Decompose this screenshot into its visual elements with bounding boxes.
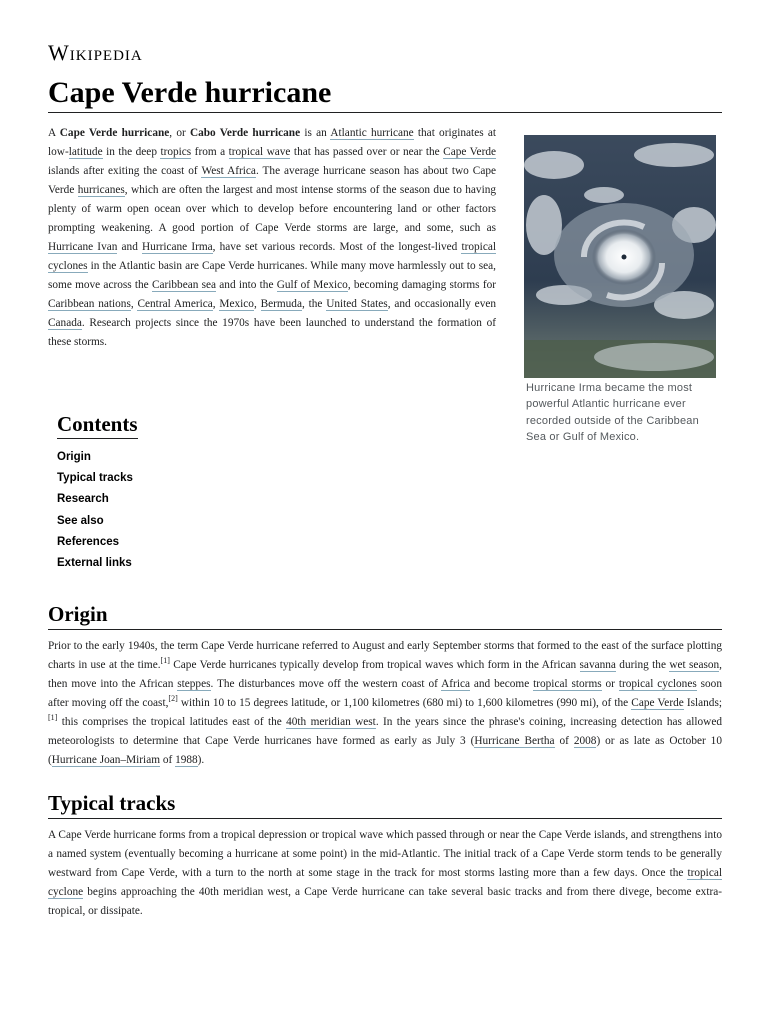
wiki-link[interactable]: 40th meridian west [286, 716, 376, 728]
text-run: and into the [216, 279, 277, 291]
text-run: , the [301, 298, 327, 310]
wiki-link[interactable]: tropical storms [533, 678, 602, 690]
toc-item-external-links[interactable]: External links [57, 557, 132, 570]
citation-ref[interactable]: [1] [48, 713, 58, 723]
text-run: begins approaching the 40th meridian west, a Cape Verde hurricane can take several basic tracks and from there divege, become extra-tropical, or dissipate. [48, 886, 722, 917]
typical-tracks-paragraph [48, 826, 722, 921]
wiki-link[interactable]: Hurricane Bertha [474, 735, 555, 747]
bold-term: Cabo Verde hurricane [189, 127, 301, 139]
wiki-link[interactable]: Hurricane Joan–Miriam [51, 754, 160, 766]
text-run: in the deep [102, 146, 161, 158]
wikipedia-logo[interactable]: Wikipedia [48, 40, 143, 65]
text-run: . The disturbances move off the western coast of [210, 678, 442, 690]
wiki-link[interactable]: 1988 [175, 754, 198, 766]
text-run: ). [197, 754, 205, 766]
text-run: Cape Verde hurricanes typically develop from tropical waves which form in the African [169, 659, 580, 671]
text-run: from a [191, 146, 229, 158]
wiki-link[interactable]: tropics [160, 146, 192, 158]
text-run: or [601, 678, 619, 690]
text-run: , [212, 298, 220, 310]
text-run: , have set various records. Most of the longest-lived [212, 241, 462, 253]
wiki-link[interactable]: tropical cyclones [48, 241, 496, 272]
text-run: ) or as late as October 10 ( [48, 735, 722, 766]
text-run: , or [169, 127, 190, 139]
wiki-link[interactable]: wet season [669, 659, 720, 671]
section-heading-typical-tracks: Typical tracks [48, 791, 722, 819]
text-run: . Research projects since the 1970s have been launched to understand the formation of these storms. [48, 317, 496, 348]
text-run: of [554, 735, 574, 747]
text-run: , becoming damaging storms for [347, 279, 496, 291]
toc-item-origin[interactable]: Origin [57, 451, 91, 463]
text-run: islands after exiting the coast of [48, 165, 202, 177]
text-run: during the [615, 659, 670, 671]
page-title: Cape Verde hurricane [48, 76, 722, 113]
wiki-link[interactable]: tropical cyclone [48, 867, 722, 898]
text-run: . In the years since the phrase's coining, increasing detection has allowed meteorologists to determine that Cape Verde hurricanes have formed as early as July 3 ( [48, 716, 723, 747]
text-run: that has passed over or near the [290, 146, 444, 158]
wiki-link[interactable]: Cape Verde [631, 697, 684, 709]
hurricane-irma-image[interactable] [524, 135, 716, 378]
wiki-link[interactable]: savanna [579, 659, 616, 671]
text-run: , which are often the largest and most intense storms of the season due to having plenty of warm open ocean over which to develop before encountering land or other factors prompting weakening. A good portion of Cape Verde storms are large, and some, such as [48, 184, 496, 234]
wiki-link[interactable]: tropical wave [228, 146, 291, 158]
wiki-link[interactable]: Caribbean sea [151, 279, 217, 291]
wiki-link[interactable]: hurricanes [77, 184, 125, 196]
wiki-link[interactable]: Gulf of Mexico [276, 279, 348, 291]
infobox-figure [524, 135, 716, 445]
text-run: in the Atlantic basin are Cape Verde hurricanes. While many move harmlessly out to sea, some move across the [48, 260, 496, 291]
text-run: and become [470, 678, 534, 690]
text-run: A [48, 127, 60, 139]
text-run: is an [300, 127, 331, 139]
text-run: Islands; [683, 697, 722, 709]
intro-paragraph [48, 124, 496, 352]
text-run: this comprises the tropical latitudes east of the [57, 716, 287, 728]
section-heading-origin: Origin [48, 602, 722, 630]
wiki-link[interactable]: latitude [68, 146, 103, 158]
toc-title: Contents [57, 412, 138, 439]
text-run: , then move into the African [48, 659, 722, 690]
text-run: that originates at low- [48, 127, 496, 158]
wiki-link[interactable]: tropical cyclones [618, 678, 697, 690]
wiki-link[interactable]: Central America [137, 298, 213, 310]
wiki-link[interactable]: Africa [441, 678, 470, 690]
citation-ref[interactable]: [1] [160, 656, 170, 666]
wiki-link[interactable]: Canada [48, 317, 82, 329]
text-run: . The average hurricane season has about two Cape Verde [48, 165, 496, 196]
toc-list [57, 447, 138, 574]
bold-term: Cape Verde hurricane [59, 127, 170, 139]
text-run: , [253, 298, 261, 310]
wiki-link[interactable]: 2008 [573, 735, 597, 747]
text-run: Prior to the early 1940s, the term Cape Verde hurricane referred to August and early September storms that formed to the east of the surface plotting charts in use at the time. [48, 640, 722, 671]
wiki-link[interactable]: Cape Verde [443, 146, 496, 158]
text-run: and [117, 241, 143, 253]
wiki-link[interactable]: Hurricane Irma [142, 241, 213, 253]
wiki-link[interactable]: Bermuda [260, 298, 302, 310]
toc-item-references[interactable]: References [57, 535, 120, 548]
wiki-link[interactable]: Mexico [219, 298, 254, 310]
text-run: of [160, 754, 176, 766]
wiki-link[interactable]: steppes [177, 678, 211, 690]
toc-item-typical-tracks[interactable]: Typical tracks [57, 472, 133, 485]
citation-ref[interactable]: [2] [168, 694, 178, 704]
wiki-link[interactable]: Caribbean nations [48, 298, 131, 310]
toc-item-research[interactable]: Research [57, 493, 109, 506]
wiki-link[interactable]: United States [326, 298, 388, 310]
table-of-contents [57, 412, 138, 574]
wiki-link[interactable]: Hurricane Ivan [48, 241, 118, 253]
text-run: soon after moving off the coast, [48, 678, 722, 709]
text-run: within 10 to 15 degrees latitude, or 1,100 kilometres (680 mi) to 1,600 kilometres (990 mi), of the [177, 697, 632, 709]
wiki-link[interactable]: West Africa [201, 165, 256, 177]
text-run: , [130, 298, 138, 310]
figure-caption: Hurricane Irma became the most powerful Atlantic hurricane ever recorded outside of the Caribbean Sea or Gulf of Mexico. [526, 382, 699, 443]
toc-item-see-also[interactable]: See also [57, 514, 104, 527]
text-run: , and occasionally even [387, 298, 497, 310]
origin-paragraph [48, 637, 722, 770]
wiki-link[interactable]: Atlantic hurricane [330, 127, 414, 139]
text-run: A Cape Verde hurricane forms from a tropical depression or tropical wave which passed through or near the Cape Verde islands, and strengthens into a named system (eventually becoming a hurricane at some point) in the mid-Atlantic. The initial track of a Cape Verde storm tends to be generally westward from Cape Verde, with a turn to the north at some stage in the track for most storms lasting more than a few days. Once the [48, 829, 722, 879]
